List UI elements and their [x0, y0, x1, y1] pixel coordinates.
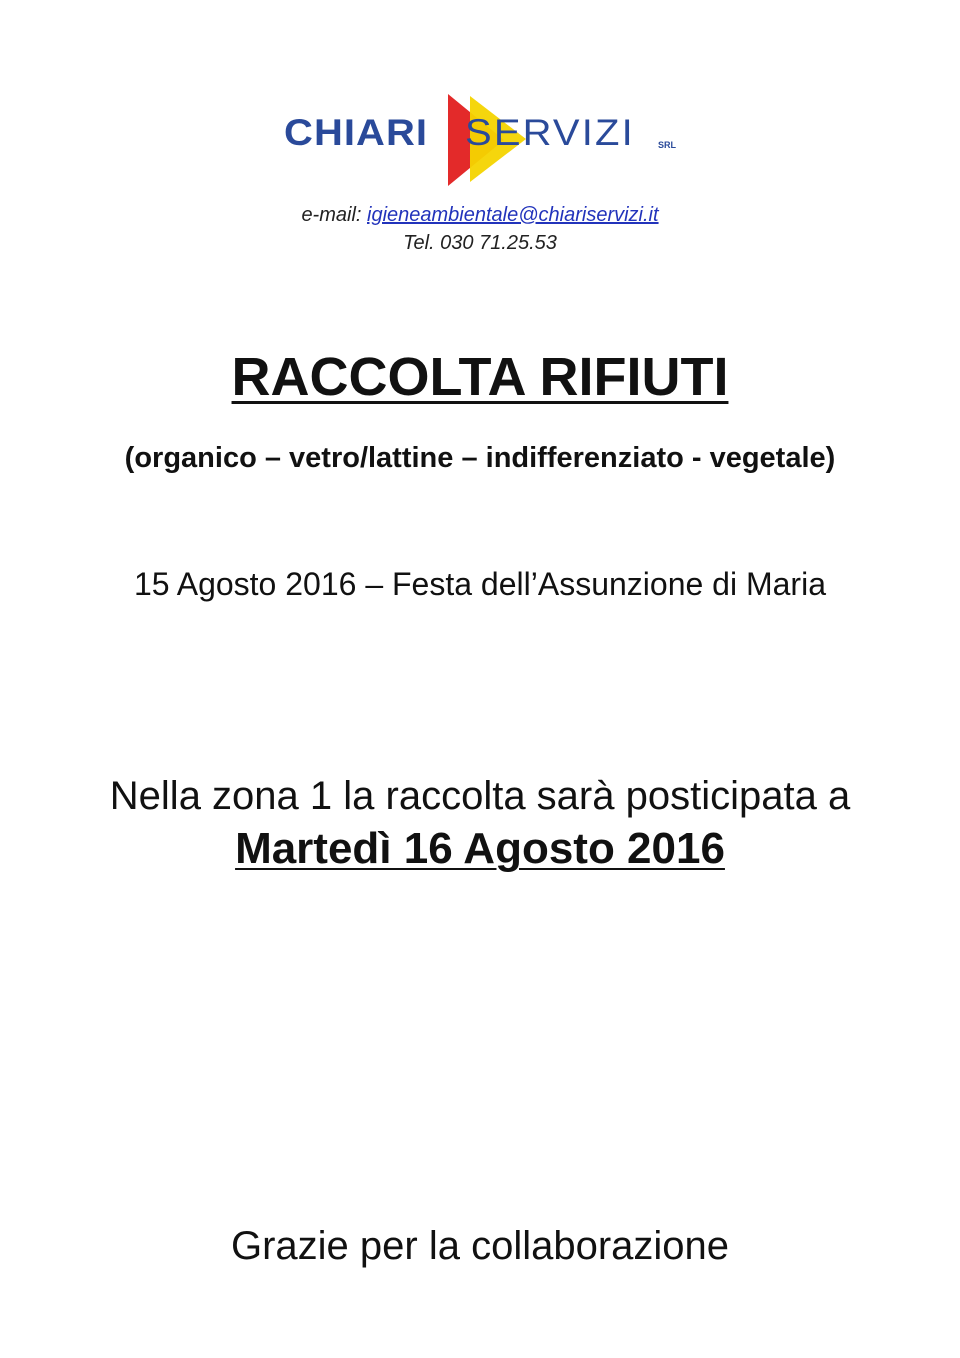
logo-suffix: SRL — [658, 140, 676, 150]
logo-word-chiari: CHIARI — [284, 112, 429, 153]
notice-line: Nella zona 1 la raccolta sarà posticipata a — [109, 774, 851, 818]
closing-thanks: Grazie per la collaborazione — [230, 1224, 730, 1268]
email-link[interactable]: igieneambientale@chiariservizi.it — [367, 204, 659, 226]
contact-phone: Tel. 030 71.25.53 — [403, 232, 557, 254]
logo-word-servizi: SERVIZI — [465, 112, 635, 153]
holiday-line: 15 Agosto 2016 – Festa dell’Assunzione di Maria — [134, 566, 826, 602]
email-label: e-mail: — [301, 204, 362, 226]
waste-types-subtitle: (organico – vetro/lattine – indifferenziato - vegetale) — [124, 442, 836, 474]
contact-email-line — [0, 204, 960, 227]
company-logo — [282, 94, 682, 186]
page-title: RACCOLTA RIFIUTI — [231, 347, 729, 407]
postponed-date: Martedì 16 Agosto 2016 — [235, 824, 725, 873]
